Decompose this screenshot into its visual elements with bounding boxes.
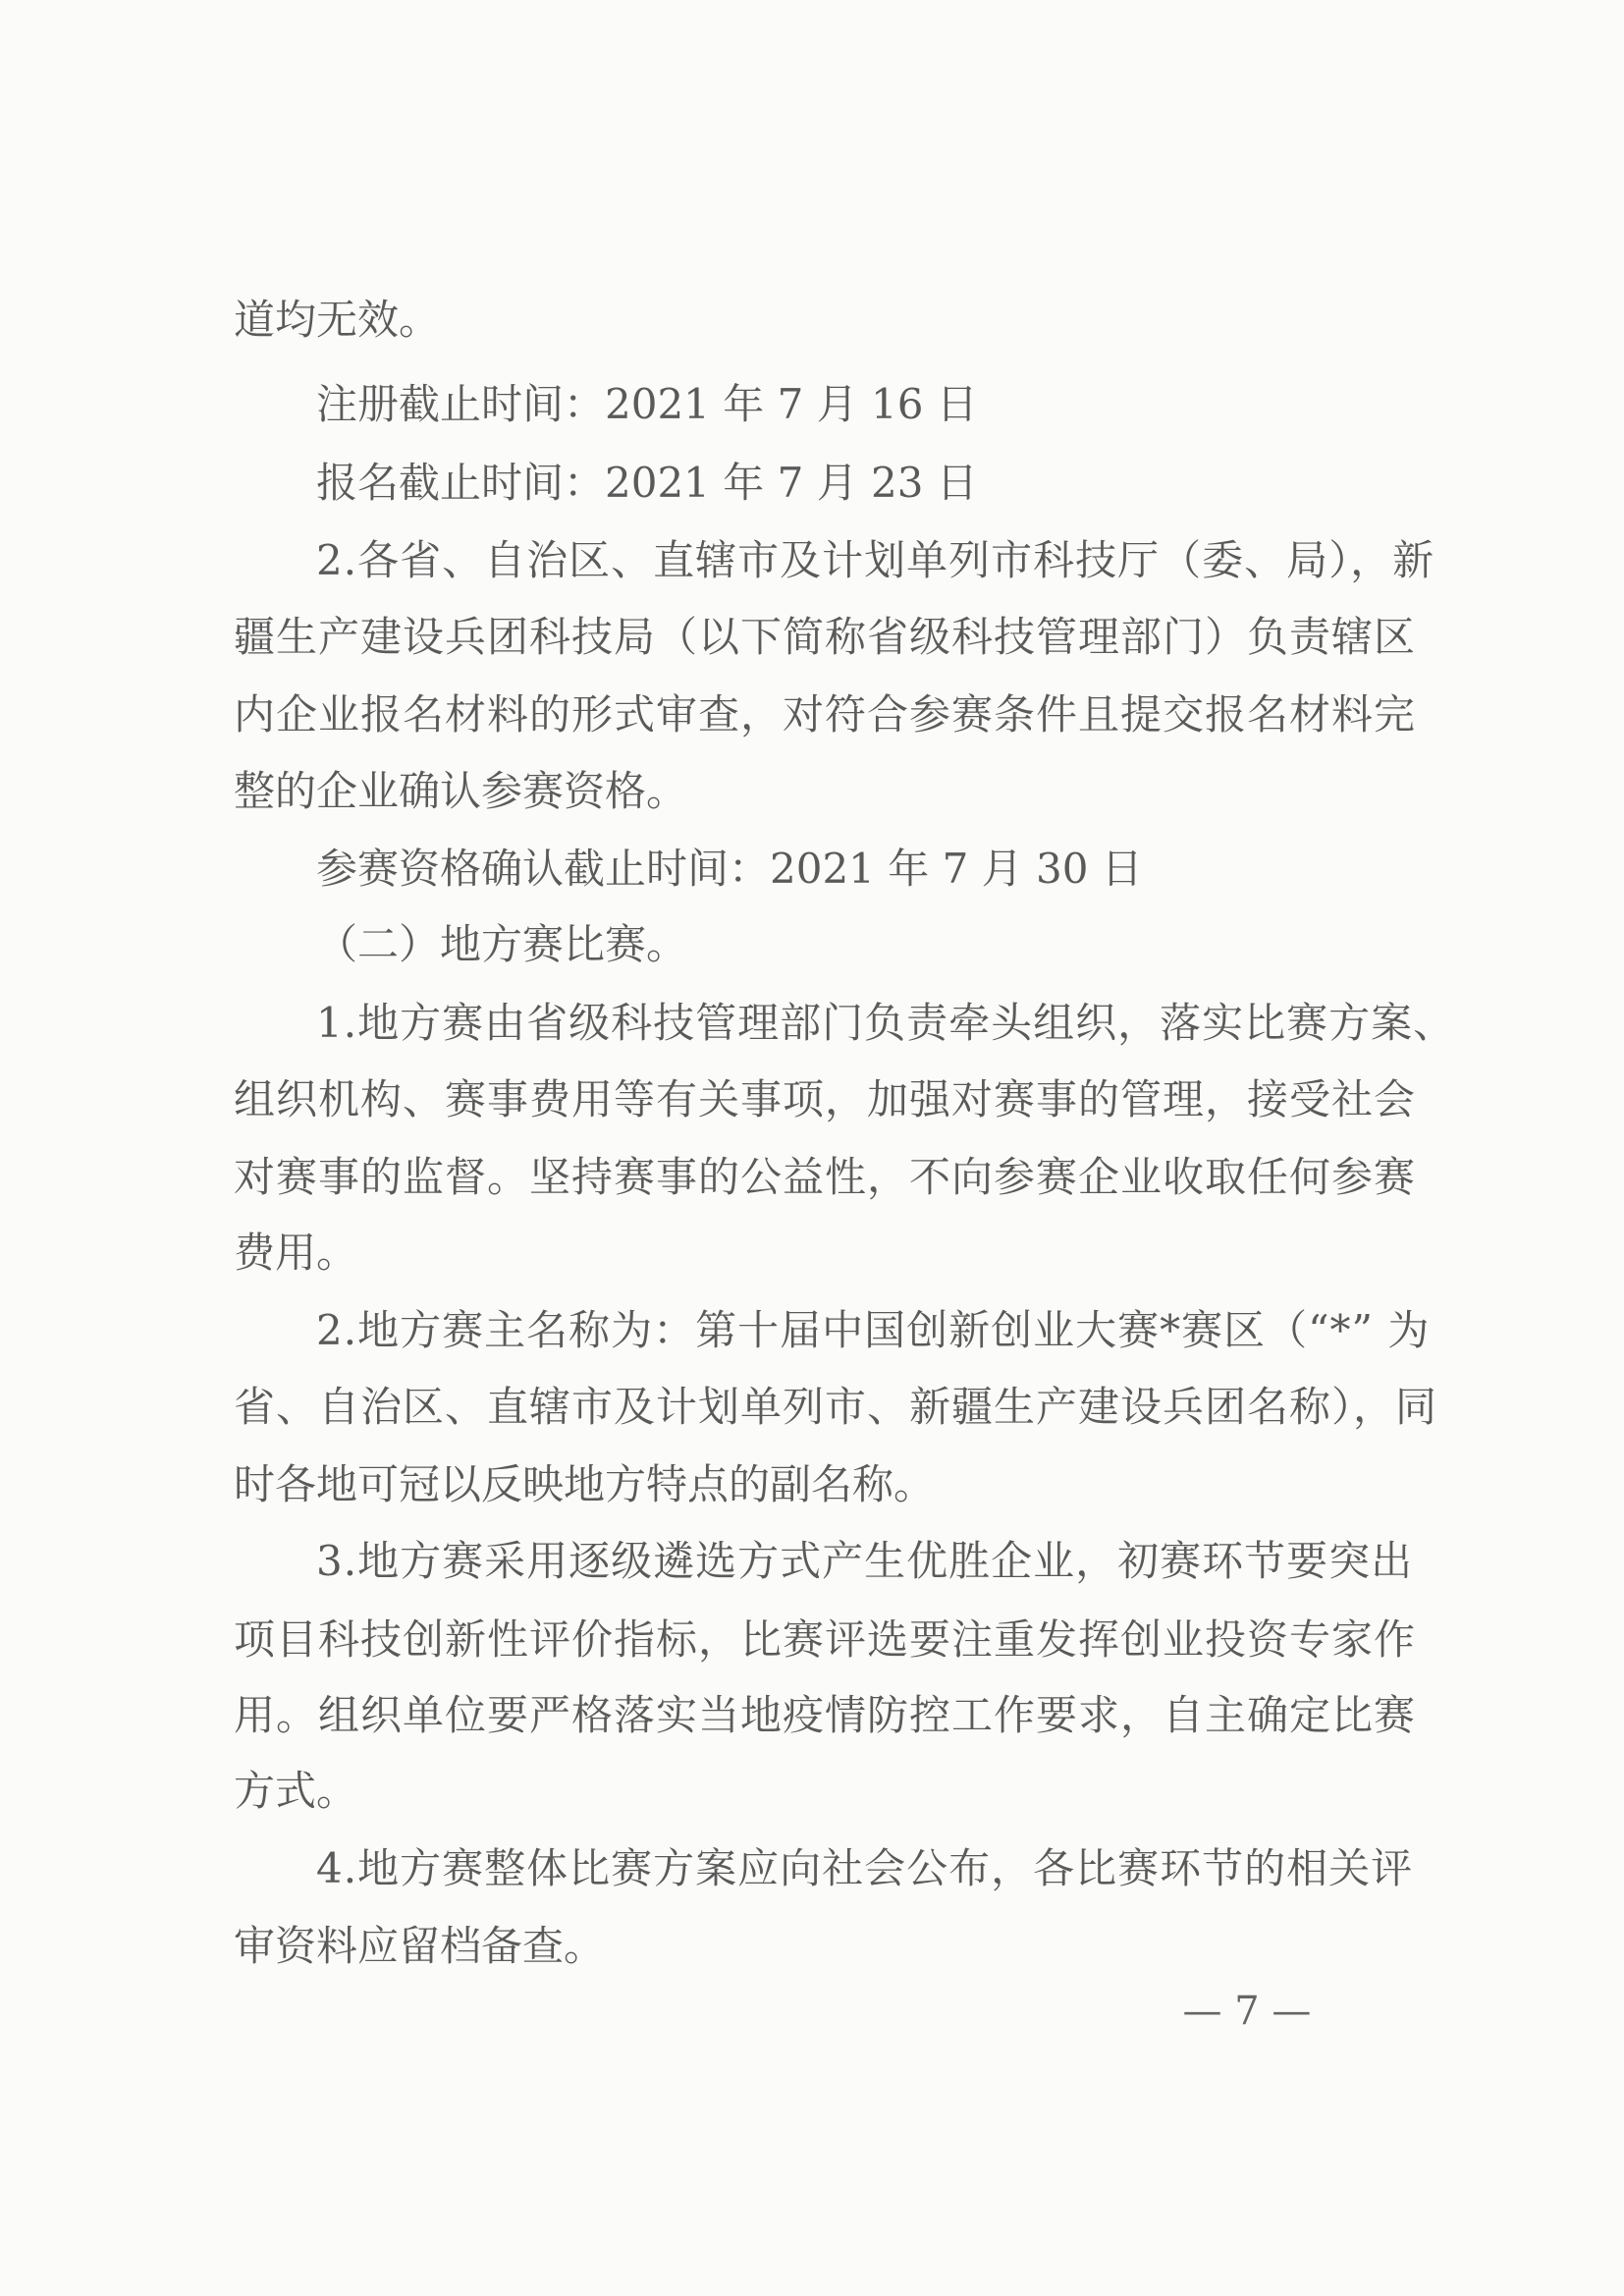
text-line-18: 项目科技创新性评价指标，比赛评选要注重发挥创业投资专家作 <box>234 1615 1417 1664</box>
text-line-6: 内企业报名材料的形式审查，对符合参赛条件且提交报名材料完 <box>234 690 1417 738</box>
text-line-8: 参赛资格确认截止时间：2021 年 7 月 30 日 <box>316 845 1143 893</box>
text-line-7: 整的企业确认参赛资格。 <box>234 767 688 815</box>
text-line-2: 注册截止时间：2021 年 7 月 16 日 <box>316 380 978 428</box>
page-number: — 7 — <box>1182 1989 1312 2034</box>
text-line-14: 2.地方赛主名称为：第十届中国创新创业大赛*赛区（“*” 为 <box>316 1306 1431 1354</box>
text-line-15: 省、自治区、直辖市及计划单列市、新疆生产建设兵团名称），同 <box>234 1383 1438 1431</box>
text-line-10: 1.地方赛由省级科技管理部门负责牵头组织，落实比赛方案、 <box>316 999 1456 1047</box>
text-line-20: 方式。 <box>234 1767 358 1815</box>
text-line-19: 用。组织单位要严格落实当地疫情防控工作要求，自主确定比赛 <box>234 1691 1417 1739</box>
text-line-21: 4.地方赛整体比赛方案应向社会公布，各比赛环节的相关评 <box>316 1844 1414 1892</box>
text-line-17: 3.地方赛采用逐级遴选方式产生优胜企业，初赛环节要突出 <box>316 1537 1414 1585</box>
text-line-11: 组织机构、赛事费用等有关事项，加强对赛事的管理，接受社会 <box>234 1075 1417 1123</box>
text-line-4: 2.各省、自治区、直辖市及计划单列市科技厅（委、局），新 <box>316 536 1435 584</box>
text-line-1: 道均无效。 <box>234 296 441 344</box>
text-line-13: 费用。 <box>234 1229 358 1277</box>
text-line-22: 审资料应留档备查。 <box>234 1922 606 1970</box>
text-line-3: 报名截止时间：2021 年 7 月 23 日 <box>316 459 978 507</box>
text-line-16: 时各地可冠以反映地方特点的副名称。 <box>234 1460 936 1508</box>
text-line-5: 疆生产建设兵团科技局（以下简称省级科技管理部门）负责辖区 <box>234 613 1417 661</box>
text-line-12: 对赛事的监督。坚持赛事的公益性，不向参赛企业收取任何参赛 <box>234 1153 1417 1201</box>
section-heading: （二）地方赛比赛。 <box>316 920 688 968</box>
